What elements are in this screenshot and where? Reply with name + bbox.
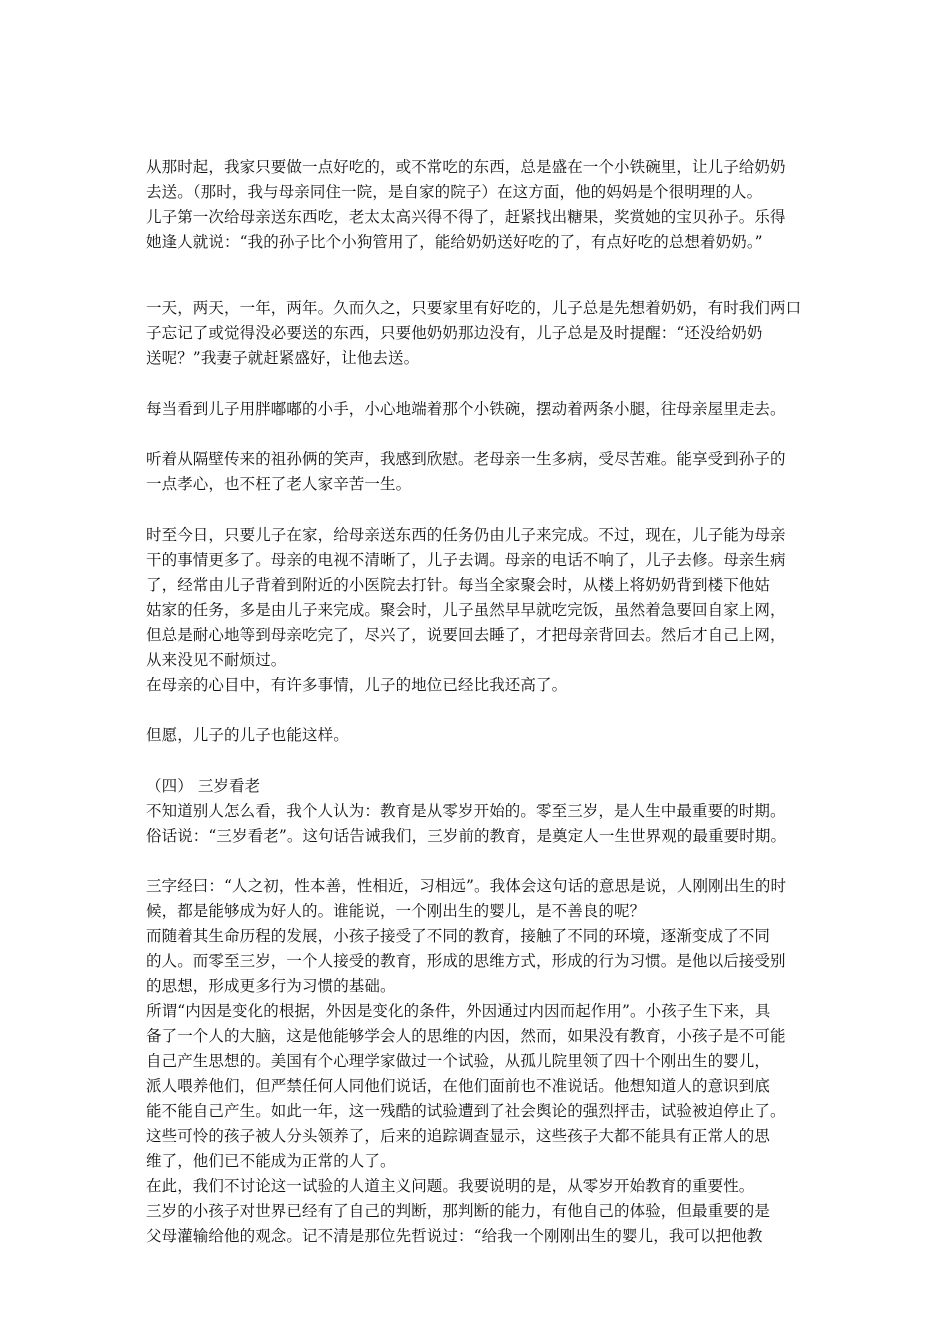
text-line: 一点孝心，也不枉了老人家辛苦一生。	[146, 475, 412, 493]
text-line: 听着从隔壁传来的祖孙俩的笑声，我感到欣慰。老母亲一生多病，受尽苦难。能享受到孙子的	[146, 450, 786, 468]
text-line: 送呢？”我妻子就赶紧盛好，让他去送。	[146, 349, 420, 367]
text-line: 这些可怜的孩子被人分头领养了，后来的追踪调查显示，这些孩子大都不能具有正常人的思	[146, 1127, 771, 1145]
text-line: 三岁的小孩子对世界已经有了自己的判断，那判断的能力，有他自己的体验，但最重要的是	[146, 1202, 771, 1220]
text-line: 干的事情更多了。母亲的电视不清晰了，儿子去调。母亲的电话不响了，儿子去修。母亲生病	[146, 551, 786, 569]
text-line: 父母灌输给他的观念。记不清是那位先哲说过：“给我一个刚刚出生的婴儿，我可以把他教	[146, 1227, 763, 1245]
text-line: 三字经曰：“人之初，性本善，性相近，习相远”。我体会这句话的意思是说，人刚刚出生的时	[146, 877, 787, 895]
text-line: 俗话说：“三岁看老”。这句话告诫我们，三岁前的教育，是奠定人一生世界观的最重要时期。	[146, 827, 787, 845]
text-line: 所谓“内因是变化的根据，外因是变化的条件，外因通过内因而起作用”。小孩子生下来，具	[146, 1002, 771, 1020]
text-line: 子忘记了或觉得没必要送的东西，只要他奶奶那边没有，儿子总是及时提醒：“还没给奶奶	[146, 324, 763, 342]
text-line: 不知道别人怎么看，我个人认为：教育是从零岁开始的。零至三岁，是人生中最重要的时期。	[146, 802, 786, 820]
text-line: 儿子第一次给母亲送东西吃，老太太高兴得不得了，赶紧找出糖果，奖赏她的宝贝孙子。乐得	[146, 208, 786, 226]
text-line: 备了一个人的大脑，这是他能够学会人的思维的内因，然而，如果没有教育，小孩子是不可能	[146, 1027, 786, 1045]
text-line: 了，经常由儿子背着到附近的小医院去打针。每当全家聚会时，从楼上将奶奶背到楼下他姑	[146, 576, 771, 594]
section-heading: （四） 三岁看老	[146, 777, 261, 795]
text-line: 从来没见不耐烦过。	[146, 651, 287, 669]
text-line: 一天，两天，一年，两年。久而久之，只要家里有好吃的，儿子总是先想着奶奶，有时我们两口	[146, 299, 802, 317]
text-line: 姑家的任务，多是由儿子来完成。聚会时，儿子虽然早早就吃完饭，虽然着急要回自家上网，	[146, 601, 786, 619]
text-line: 维了，他们已不能成为正常的人了。	[146, 1152, 396, 1170]
text-line: 在此，我们不讨论这一试验的人道主义问题。我要说明的是，从零岁开始教育的重要性。	[146, 1177, 755, 1195]
text-line: 的人。而零至三岁，一个人接受的教育，形成的思维方式，形成的行为习惯。是他以后接受别	[146, 952, 786, 970]
text-line: 每当看到儿子用胖嘟嘟的小手，小心地端着那个小铁碗，摆动着两条小腿，往母亲屋里走去。	[146, 400, 786, 418]
text-line: 的思想，形成更多行为习惯的基础。	[146, 977, 396, 995]
text-line: 去送。（那时，我与母亲同住一院，是自家的院子）在这方面，他的妈妈是个很明理的人。	[146, 183, 763, 201]
text-line: 但愿，儿子的儿子也能这样。	[146, 726, 349, 744]
text-line: 时至今日，只要儿子在家，给母亲送东西的任务仍由儿子来完成。不过，现在，儿子能为母亲	[146, 526, 786, 544]
text-line: 但总是耐心地等到母亲吃完了，尽兴了，说要回去睡了，才把母亲背回去。然后才自己上网，	[146, 626, 786, 644]
text-line: 能不能自己产生。如此一年，这一残酷的试验遭到了社会舆论的强烈抨击，试验被迫停止了。	[146, 1102, 786, 1120]
text-line: 从那时起，我家只要做一点好吃的，或不常吃的东西，总是盛在一个小铁碗里，让儿子给奶奶	[146, 158, 786, 176]
text-line: 候，都是能够成为好人的。谁能说，一个刚出生的婴儿，是不善良的呢？	[146, 902, 646, 920]
text-line: 在母亲的心目中，有许多事情，儿子的地位已经比我还高了。	[146, 676, 568, 694]
text-line: 派人喂养他们，但严禁任何人同他们说话，在他们面前也不准说话。他想知道人的意识到底	[146, 1077, 771, 1095]
text-line: 自己产生思想的。美国有个心理学家做过一个试验，从孤儿院里领了四十个刚出生的婴儿，	[146, 1052, 771, 1070]
text-line: 她逢人就说：“我的孙子比个小狗管用了，能给奶奶送好吃的了，有点好吃的总想着奶奶。”	[146, 233, 763, 251]
text-line: 而随着其生命历程的发展，小孩子接受了不同的教育，接触了不同的环境，逐渐变成了不同	[146, 927, 771, 945]
